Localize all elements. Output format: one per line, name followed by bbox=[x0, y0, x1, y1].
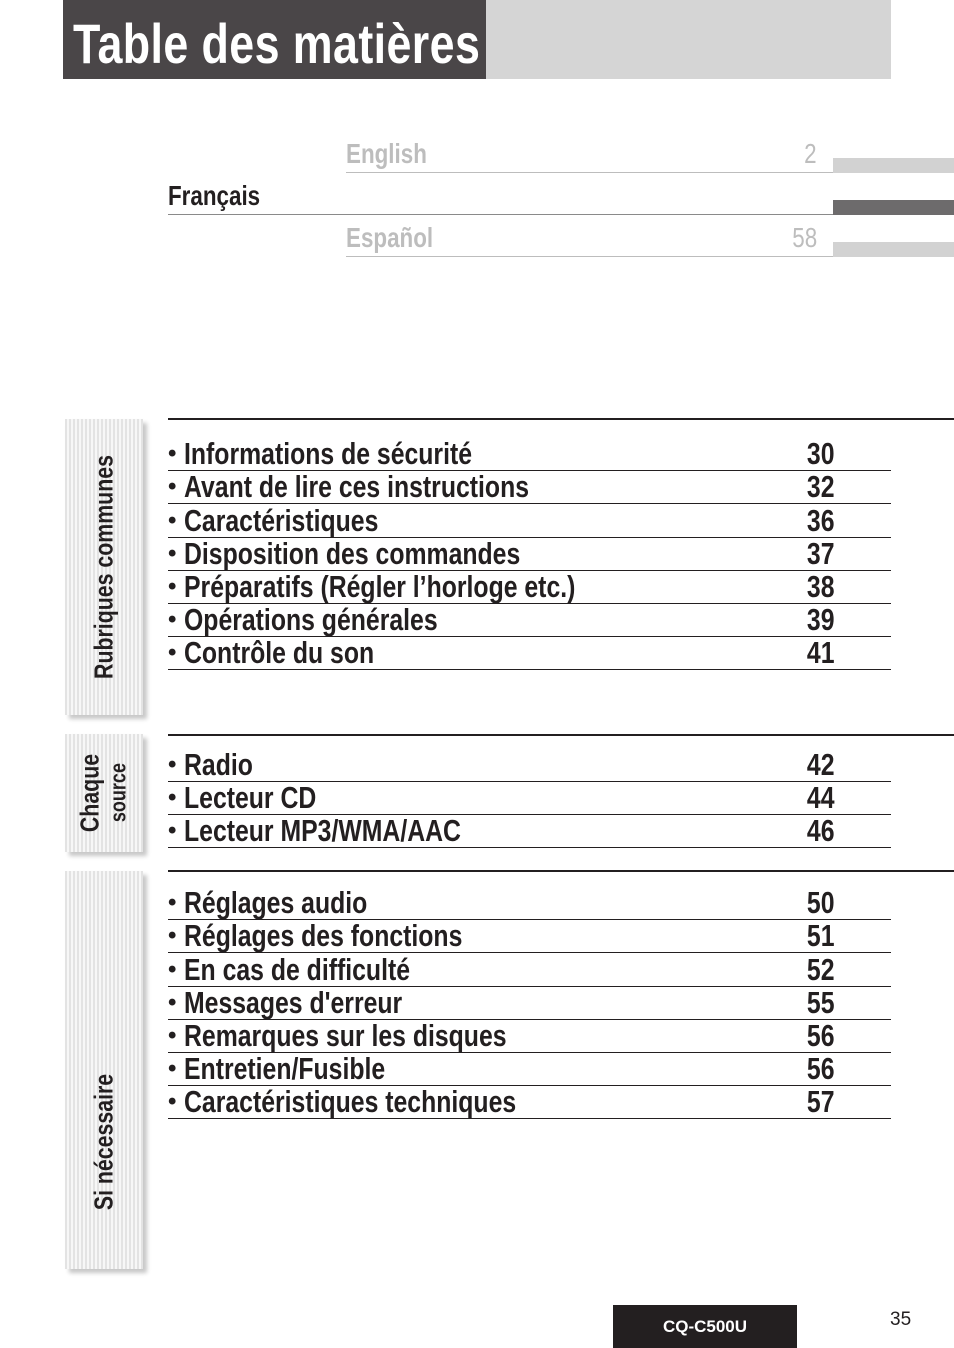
page-title: Table des matières bbox=[73, 12, 481, 75]
language-french-tab[interactable] bbox=[833, 200, 954, 215]
toc-entry-title: Lecteur CD bbox=[184, 780, 317, 815]
bullet-icon: • bbox=[168, 784, 177, 811]
bullet-icon: • bbox=[168, 751, 177, 778]
section-divider bbox=[168, 734, 954, 736]
language-spanish-divider bbox=[346, 256, 833, 257]
bullet-icon: • bbox=[168, 817, 177, 844]
language-french-divider bbox=[168, 214, 833, 215]
model-number-badge: CQ-C500U bbox=[613, 1305, 797, 1348]
toc-entry[interactable] bbox=[168, 636, 891, 670]
toc-entry-page: 36 bbox=[806, 503, 834, 538]
toc-entry-page: 56 bbox=[806, 1051, 834, 1086]
toc-entry-title: Opérations générales bbox=[184, 602, 438, 637]
language-spanish-tab[interactable] bbox=[833, 242, 954, 257]
bullet-icon: • bbox=[168, 540, 177, 567]
section-tab-common-topics bbox=[65, 419, 143, 715]
bullet-icon: • bbox=[168, 473, 177, 500]
toc-entry-page: 39 bbox=[806, 602, 834, 637]
toc-entry-title: Messages d'erreur bbox=[184, 985, 403, 1020]
bullet-icon: • bbox=[168, 1022, 177, 1049]
section-tab-each-source bbox=[65, 734, 143, 852]
toc-entry-title: Lecteur MP3/WMA/AAC bbox=[184, 813, 461, 848]
toc-entry[interactable] bbox=[168, 1019, 891, 1053]
toc-entry-title: Réglages audio bbox=[184, 885, 368, 920]
bullet-icon: • bbox=[168, 507, 177, 534]
bullet-icon: • bbox=[168, 573, 177, 600]
language-english-page: 2 bbox=[804, 138, 817, 169]
bullet-icon: • bbox=[168, 1088, 177, 1115]
toc-entry[interactable] bbox=[168, 603, 891, 637]
section-tab-label: Si nécessaire bbox=[88, 1073, 119, 1210]
toc-entry[interactable] bbox=[168, 814, 891, 848]
language-french-label[interactable]: Français bbox=[168, 180, 261, 211]
toc-entry-title: Avant de lire ces instructions bbox=[184, 469, 530, 504]
toc-entry-title: Contrôle du son bbox=[184, 635, 375, 670]
toc-entry[interactable] bbox=[168, 1085, 891, 1119]
language-spanish-page: 58 bbox=[792, 222, 817, 253]
language-english-tab[interactable] bbox=[833, 158, 954, 173]
toc-entry-title: Radio bbox=[184, 747, 253, 782]
toc-entry-title: Informations de sécurité bbox=[184, 436, 473, 471]
toc-entry[interactable] bbox=[168, 748, 891, 782]
toc-entry-page: 51 bbox=[806, 918, 834, 953]
toc-entry[interactable] bbox=[168, 537, 891, 571]
bullet-icon: • bbox=[168, 639, 177, 666]
toc-entry-title: Remarques sur les disques bbox=[184, 1018, 507, 1053]
toc-entry-page: 56 bbox=[806, 1018, 834, 1053]
bullet-icon: • bbox=[168, 606, 177, 633]
toc-entry-page: 32 bbox=[806, 469, 834, 504]
toc-entry-page: 42 bbox=[806, 747, 834, 782]
toc-entry-title: Entretien/Fusible bbox=[184, 1051, 386, 1086]
language-spanish-label[interactable]: Español bbox=[346, 222, 434, 253]
toc-entry[interactable] bbox=[168, 781, 891, 815]
toc-entry-page: 46 bbox=[806, 813, 834, 848]
toc-entry[interactable] bbox=[168, 919, 891, 953]
bullet-icon: • bbox=[168, 889, 177, 916]
section-divider bbox=[168, 418, 954, 420]
toc-entry-page: 30 bbox=[806, 436, 834, 471]
toc-entry-page: 37 bbox=[806, 536, 834, 571]
toc-entry-page: 55 bbox=[806, 985, 834, 1020]
section-tab-if-necessary bbox=[65, 871, 143, 1269]
section-tab-label: Rubriques communes bbox=[88, 455, 119, 679]
toc-entry[interactable] bbox=[168, 504, 891, 538]
toc-entry-page: 50 bbox=[806, 885, 834, 920]
toc-entry[interactable] bbox=[168, 570, 891, 604]
section-divider bbox=[168, 870, 954, 872]
toc-entry-title: Caractéristiques techniques bbox=[184, 1084, 517, 1119]
toc-entry[interactable] bbox=[168, 1052, 891, 1086]
bullet-icon: • bbox=[168, 956, 177, 983]
toc-entry-page: 44 bbox=[806, 780, 834, 815]
toc-entry-page: 57 bbox=[806, 1084, 834, 1119]
toc-entry-title: Réglages des fonctions bbox=[184, 918, 463, 953]
toc-entry-page: 41 bbox=[806, 635, 834, 670]
toc-entry-title: Préparatifs (Régler l’horloge etc.) bbox=[184, 569, 576, 604]
toc-entry-page: 52 bbox=[806, 952, 834, 987]
section-tab-label: Chaque source bbox=[74, 753, 131, 833]
toc-entry[interactable] bbox=[168, 886, 891, 920]
toc-entry-title: En cas de difficulté bbox=[184, 952, 411, 987]
bullet-icon: • bbox=[168, 440, 177, 467]
toc-entry[interactable] bbox=[168, 437, 891, 471]
page-number: 35 bbox=[890, 1309, 912, 1330]
toc-entry-page: 38 bbox=[806, 569, 834, 604]
bullet-icon: • bbox=[168, 922, 177, 949]
toc-entry-title: Caractéristiques bbox=[184, 503, 379, 538]
toc-entry[interactable] bbox=[168, 953, 891, 987]
toc-entry[interactable] bbox=[168, 986, 891, 1020]
bullet-icon: • bbox=[168, 1055, 177, 1082]
language-english-divider bbox=[346, 172, 833, 173]
language-english-label[interactable]: English bbox=[346, 138, 427, 169]
toc-entry-title: Disposition des commandes bbox=[184, 536, 521, 571]
toc-entry[interactable] bbox=[168, 470, 891, 504]
bullet-icon: • bbox=[168, 989, 177, 1016]
